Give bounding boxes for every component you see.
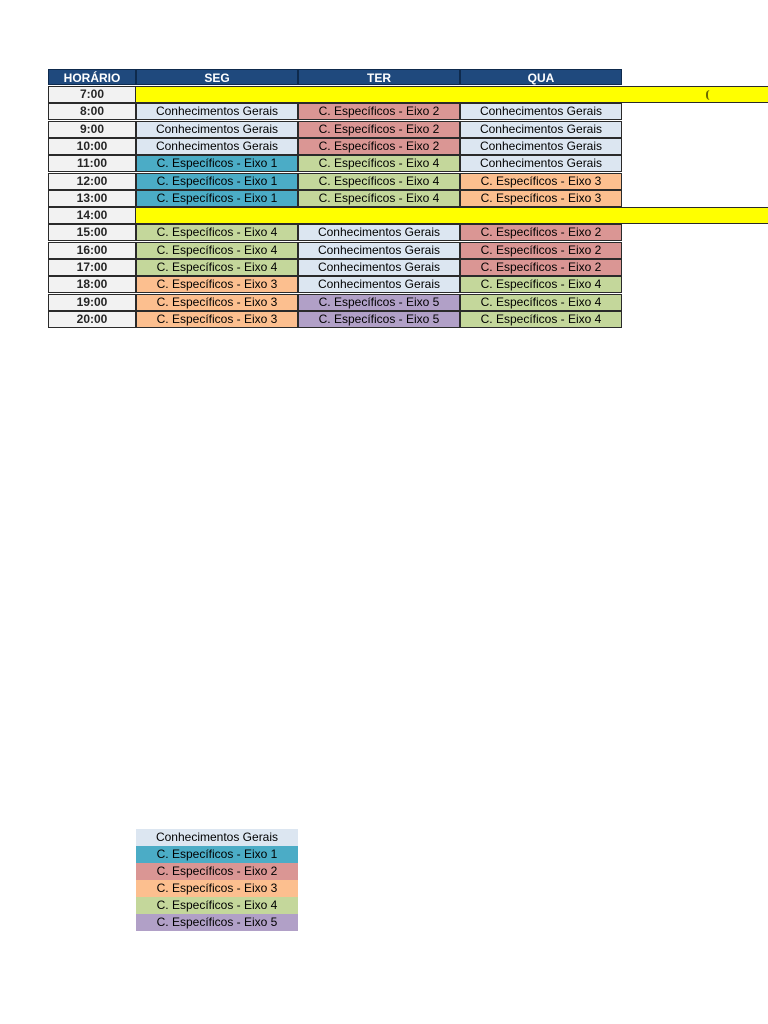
subject-cell[interactable]: C. Específicos - Eixo 4 [298, 155, 460, 172]
subject-cell[interactable]: Conhecimentos Gerais [298, 259, 460, 276]
break-band[interactable] [136, 86, 768, 103]
subject-cell[interactable]: C. Específicos - Eixo 4 [136, 242, 298, 259]
subject-cell[interactable]: C. Específicos - Eixo 4 [460, 294, 622, 311]
subject-cell[interactable]: C. Específicos - Eixo 2 [298, 103, 460, 120]
subject-cell[interactable]: C. Específicos - Eixo 1 [136, 190, 298, 207]
subject-cell[interactable]: C. Específicos - Eixo 2 [298, 138, 460, 155]
subject-cell[interactable]: C. Específicos - Eixo 2 [460, 259, 622, 276]
time-cell[interactable]: 7:00 [48, 86, 136, 103]
time-cell[interactable]: 15:00 [48, 224, 136, 241]
time-cell[interactable]: 19:00 [48, 294, 136, 311]
subject-cell[interactable]: C. Específicos - Eixo 3 [136, 276, 298, 293]
time-cell[interactable]: 12:00 [48, 173, 136, 190]
legend-item: C. Específicos - Eixo 3 [136, 880, 298, 897]
subject-cell[interactable]: C. Específicos - Eixo 2 [460, 242, 622, 259]
subject-cell[interactable]: Conhecimentos Gerais [136, 138, 298, 155]
time-cell[interactable]: 13:00 [48, 190, 136, 207]
subject-cell[interactable]: Conhecimentos Gerais [298, 224, 460, 241]
subject-cell[interactable]: C. Específicos - Eixo 4 [460, 311, 622, 328]
header-seg[interactable]: SEG [136, 69, 298, 85]
subject-cell[interactable]: C. Específicos - Eixo 3 [460, 173, 622, 190]
subject-cell[interactable]: C. Específicos - Eixo 2 [298, 121, 460, 138]
subject-cell[interactable]: C. Específicos - Eixo 4 [136, 224, 298, 241]
legend-item: C. Específicos - Eixo 5 [136, 914, 298, 931]
subject-cell[interactable]: Conhecimentos Gerais [298, 276, 460, 293]
subject-cell[interactable]: C. Específicos - Eixo 2 [460, 224, 622, 241]
legend-item: Conhecimentos Gerais [136, 829, 298, 846]
subject-cell[interactable]: C. Específicos - Eixo 1 [136, 155, 298, 172]
header-qua[interactable]: QUA [460, 69, 622, 85]
subject-cell[interactable]: Conhecimentos Gerais [136, 121, 298, 138]
time-cell[interactable]: 14:00 [48, 207, 136, 224]
time-cell[interactable]: 18:00 [48, 276, 136, 293]
subject-cell[interactable]: C. Específicos - Eixo 3 [460, 190, 622, 207]
subject-cell[interactable]: C. Específicos - Eixo 5 [298, 294, 460, 311]
time-cell[interactable]: 11:00 [48, 155, 136, 172]
time-cell[interactable]: 20:00 [48, 311, 136, 328]
subject-cell[interactable]: Conhecimentos Gerais [136, 103, 298, 120]
time-cell[interactable]: 10:00 [48, 138, 136, 155]
time-cell[interactable]: 8:00 [48, 103, 136, 120]
clipped-text-mark [706, 90, 710, 100]
subject-cell[interactable]: C. Específicos - Eixo 5 [298, 311, 460, 328]
subject-cell[interactable]: C. Específicos - Eixo 1 [136, 173, 298, 190]
time-cell[interactable]: 16:00 [48, 242, 136, 259]
header-horario[interactable]: HORÁRIO [48, 69, 136, 85]
color-legend [136, 829, 298, 931]
subject-cell[interactable]: Conhecimentos Gerais [298, 242, 460, 259]
subject-cell[interactable]: C. Específicos - Eixo 3 [136, 311, 298, 328]
subject-cell[interactable]: C. Específicos - Eixo 4 [298, 173, 460, 190]
legend-item: C. Específicos - Eixo 2 [136, 863, 298, 880]
subject-cell[interactable]: C. Específicos - Eixo 4 [460, 276, 622, 293]
subject-cell[interactable]: C. Específicos - Eixo 4 [136, 259, 298, 276]
header-ter[interactable]: TER [298, 69, 460, 85]
subject-cell[interactable]: C. Específicos - Eixo 4 [298, 190, 460, 207]
subject-cell[interactable]: C. Específicos - Eixo 3 [136, 294, 298, 311]
time-cell[interactable]: 17:00 [48, 259, 136, 276]
time-cell[interactable]: 9:00 [48, 121, 136, 138]
subject-cell[interactable]: Conhecimentos Gerais [460, 155, 622, 172]
legend-item: C. Específicos - Eixo 4 [136, 897, 298, 914]
subject-cell[interactable]: Conhecimentos Gerais [460, 138, 622, 155]
break-band[interactable] [136, 207, 768, 224]
subject-cell[interactable]: Conhecimentos Gerais [460, 121, 622, 138]
subject-cell[interactable]: Conhecimentos Gerais [460, 103, 622, 120]
legend-item: C. Específicos - Eixo 1 [136, 846, 298, 863]
